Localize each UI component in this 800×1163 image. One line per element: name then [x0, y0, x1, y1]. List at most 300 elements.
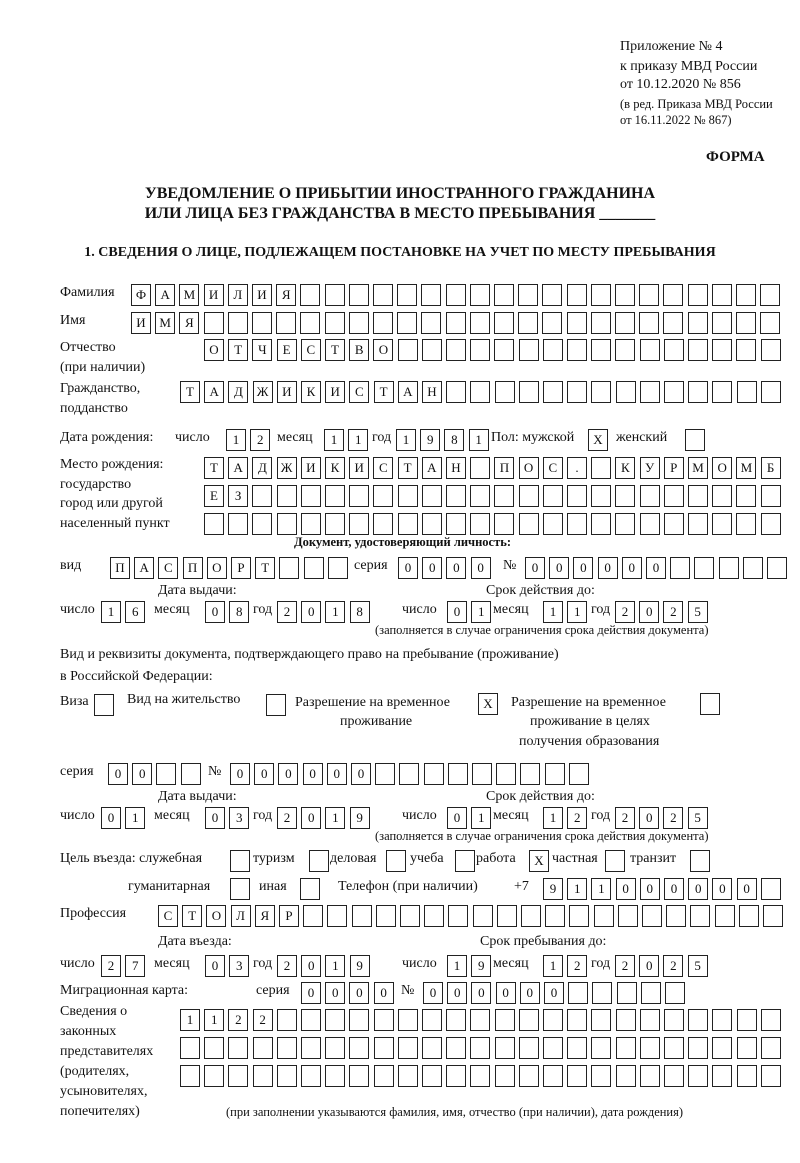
char-cell[interactable] [422, 339, 442, 361]
char-cell[interactable] [301, 513, 321, 535]
char-cell[interactable]: А [155, 284, 175, 306]
char-cell[interactable]: 1 [469, 429, 489, 451]
char-cell[interactable]: Н [446, 457, 466, 479]
char-cell[interactable] [642, 905, 662, 927]
char-cell[interactable]: 2 [615, 601, 635, 623]
char-cell[interactable]: О [206, 905, 226, 927]
char-cell[interactable] [719, 557, 739, 579]
char-cell[interactable] [373, 284, 393, 306]
char-cell[interactable]: У [640, 457, 660, 479]
char-cell[interactable] [715, 905, 735, 927]
char-cell[interactable]: 0 [598, 557, 618, 579]
char-cell[interactable] [591, 457, 611, 479]
char-cell[interactable] [446, 1037, 466, 1059]
char-cell[interactable] [761, 878, 781, 900]
char-cell[interactable] [253, 1037, 273, 1059]
char-cell[interactable]: 8 [229, 601, 249, 623]
char-cell[interactable] [519, 381, 539, 403]
char-cell[interactable]: 3 [229, 955, 249, 977]
char-cell[interactable] [398, 1009, 418, 1031]
char-cell[interactable]: Б [761, 457, 781, 479]
char-cell[interactable] [543, 1037, 563, 1059]
char-cell[interactable]: 0 [640, 878, 660, 900]
char-cell[interactable]: 1 [543, 955, 563, 977]
char-cell[interactable] [594, 905, 614, 927]
char-cell[interactable] [470, 1009, 490, 1031]
char-cell[interactable] [349, 1065, 369, 1087]
char-cell[interactable] [422, 1065, 442, 1087]
char-cell[interactable] [761, 339, 781, 361]
char-cell[interactable] [325, 513, 345, 535]
char-cell[interactable] [543, 1009, 563, 1031]
char-cell[interactable]: 2 [663, 955, 683, 977]
char-cell[interactable] [470, 339, 490, 361]
char-cell[interactable] [712, 1009, 732, 1031]
char-cell[interactable]: 0 [471, 557, 491, 579]
char-cell[interactable] [373, 485, 393, 507]
char-cell[interactable] [470, 1037, 490, 1059]
char-cell[interactable]: Т [182, 905, 202, 927]
char-cell[interactable]: П [110, 557, 130, 579]
char-cell[interactable] [641, 982, 661, 1004]
char-cell[interactable] [616, 1009, 636, 1031]
char-cell[interactable] [470, 485, 490, 507]
char-cell[interactable] [497, 905, 517, 927]
char-cell[interactable] [664, 339, 684, 361]
char-cell[interactable] [591, 381, 611, 403]
char-cell[interactable] [737, 1065, 757, 1087]
char-cell[interactable]: 2 [277, 807, 297, 829]
char-cell[interactable] [688, 284, 708, 306]
char-cell[interactable] [470, 284, 490, 306]
char-cell[interactable] [228, 1037, 248, 1059]
char-cell[interactable]: 0 [351, 763, 371, 785]
checkbox-visa[interactable] [94, 694, 114, 716]
char-cell[interactable]: Л [231, 905, 251, 927]
char-cell[interactable]: 0 [374, 982, 394, 1004]
char-cell[interactable] [180, 1037, 200, 1059]
char-cell[interactable]: 0 [301, 807, 321, 829]
checkbox-p-other[interactable] [300, 878, 320, 900]
char-cell[interactable]: Я [179, 312, 199, 334]
char-cell[interactable] [688, 339, 708, 361]
char-cell[interactable] [277, 1009, 297, 1031]
char-cell[interactable] [664, 513, 684, 535]
char-cell[interactable]: М [688, 457, 708, 479]
char-cell[interactable] [301, 1037, 321, 1059]
char-cell[interactable] [494, 339, 514, 361]
char-cell[interactable]: 1 [325, 955, 345, 977]
char-cell[interactable]: 9 [420, 429, 440, 451]
char-cell[interactable] [180, 1065, 200, 1087]
char-cell[interactable] [567, 513, 587, 535]
char-cell[interactable] [688, 312, 708, 334]
char-cell[interactable] [301, 1009, 321, 1031]
char-cell[interactable] [737, 1009, 757, 1031]
char-cell[interactable] [591, 339, 611, 361]
char-cell[interactable]: 0 [622, 557, 642, 579]
char-cell[interactable]: О [373, 339, 393, 361]
char-cell[interactable]: Ч [252, 339, 272, 361]
char-cell[interactable]: 0 [471, 982, 491, 1004]
char-cell[interactable] [543, 339, 563, 361]
char-cell[interactable] [376, 905, 396, 927]
char-cell[interactable] [618, 905, 638, 927]
char-cell[interactable] [327, 905, 347, 927]
char-cell[interactable]: Р [279, 905, 299, 927]
char-cell[interactable]: 1 [348, 429, 368, 451]
char-cell[interactable]: И [252, 284, 272, 306]
char-cell[interactable]: 1 [471, 807, 491, 829]
char-cell[interactable]: 0 [520, 982, 540, 1004]
checkbox-p-tourism[interactable] [309, 850, 329, 872]
char-cell[interactable]: К [325, 457, 345, 479]
char-cell[interactable] [712, 339, 732, 361]
char-cell[interactable]: А [398, 381, 418, 403]
char-cell[interactable]: 0 [544, 982, 564, 1004]
char-cell[interactable] [640, 1037, 660, 1059]
char-cell[interactable] [712, 1065, 732, 1087]
char-cell[interactable] [399, 763, 419, 785]
char-cell[interactable]: 0 [712, 878, 732, 900]
char-cell[interactable] [446, 485, 466, 507]
char-cell[interactable]: А [228, 457, 248, 479]
checkbox-p-humanitarian[interactable] [230, 878, 250, 900]
char-cell[interactable]: М [179, 284, 199, 306]
char-cell[interactable] [639, 312, 659, 334]
char-cell[interactable] [664, 1037, 684, 1059]
char-cell[interactable] [521, 905, 541, 927]
char-cell[interactable] [591, 1065, 611, 1087]
char-cell[interactable] [494, 284, 514, 306]
char-cell[interactable] [567, 1009, 587, 1031]
char-cell[interactable] [615, 284, 635, 306]
char-cell[interactable]: 0 [639, 807, 659, 829]
char-cell[interactable] [349, 284, 369, 306]
char-cell[interactable] [495, 1065, 515, 1087]
checkbox-trp[interactable]: X [478, 693, 498, 715]
char-cell[interactable] [640, 513, 660, 535]
char-cell[interactable]: 0 [447, 807, 467, 829]
char-cell[interactable] [228, 513, 248, 535]
char-cell[interactable] [470, 457, 490, 479]
char-cell[interactable] [767, 557, 787, 579]
char-cell[interactable] [495, 1009, 515, 1031]
char-cell[interactable] [712, 513, 732, 535]
char-cell[interactable] [760, 284, 780, 306]
char-cell[interactable] [494, 485, 514, 507]
char-cell[interactable]: 0 [525, 557, 545, 579]
char-cell[interactable]: А [204, 381, 224, 403]
char-cell[interactable]: 2 [277, 601, 297, 623]
char-cell[interactable] [616, 1065, 636, 1087]
char-cell[interactable] [400, 905, 420, 927]
char-cell[interactable]: . [567, 457, 587, 479]
char-cell[interactable] [567, 312, 587, 334]
char-cell[interactable] [252, 312, 272, 334]
checkbox-sex-female[interactable] [685, 429, 705, 451]
char-cell[interactable] [446, 284, 466, 306]
char-cell[interactable] [567, 284, 587, 306]
char-cell[interactable] [398, 1065, 418, 1087]
char-cell[interactable]: 2 [663, 807, 683, 829]
char-cell[interactable]: 0 [639, 955, 659, 977]
char-cell[interactable] [277, 485, 297, 507]
char-cell[interactable]: 0 [423, 982, 443, 1004]
char-cell[interactable]: 2 [250, 429, 270, 451]
char-cell[interactable]: С [349, 381, 369, 403]
char-cell[interactable] [277, 1065, 297, 1087]
char-cell[interactable]: 6 [125, 601, 145, 623]
char-cell[interactable] [349, 1009, 369, 1031]
char-cell[interactable] [446, 339, 466, 361]
char-cell[interactable] [664, 485, 684, 507]
char-cell[interactable] [712, 284, 732, 306]
char-cell[interactable]: Д [228, 381, 248, 403]
char-cell[interactable] [760, 312, 780, 334]
char-cell[interactable]: 9 [350, 955, 370, 977]
char-cell[interactable]: 0 [301, 601, 321, 623]
char-cell[interactable] [616, 381, 636, 403]
char-cell[interactable]: С [301, 339, 321, 361]
char-cell[interactable]: 0 [737, 878, 757, 900]
char-cell[interactable] [448, 763, 468, 785]
char-cell[interactable]: И [204, 284, 224, 306]
char-cell[interactable] [518, 312, 538, 334]
char-cell[interactable] [495, 1037, 515, 1059]
char-cell[interactable] [304, 557, 324, 579]
char-cell[interactable]: 0 [254, 763, 274, 785]
char-cell[interactable] [472, 763, 492, 785]
char-cell[interactable] [325, 1065, 345, 1087]
char-cell[interactable]: 0 [205, 955, 225, 977]
char-cell[interactable]: 2 [277, 955, 297, 977]
char-cell[interactable]: 0 [349, 982, 369, 1004]
char-cell[interactable] [519, 513, 539, 535]
checkbox-p-private[interactable] [605, 850, 625, 872]
char-cell[interactable]: 9 [543, 878, 563, 900]
char-cell[interactable]: 0 [101, 807, 121, 829]
checkbox-trpe[interactable] [700, 693, 720, 715]
char-cell[interactable] [591, 1037, 611, 1059]
char-cell[interactable]: 0 [303, 763, 323, 785]
char-cell[interactable] [519, 1065, 539, 1087]
char-cell[interactable]: И [131, 312, 151, 334]
char-cell[interactable] [736, 284, 756, 306]
char-cell[interactable] [279, 557, 299, 579]
char-cell[interactable] [761, 513, 781, 535]
char-cell[interactable] [277, 1037, 297, 1059]
char-cell[interactable]: Н [422, 381, 442, 403]
char-cell[interactable]: 0 [422, 557, 442, 579]
char-cell[interactable] [736, 339, 756, 361]
char-cell[interactable] [712, 485, 732, 507]
char-cell[interactable]: 0 [325, 982, 345, 1004]
char-cell[interactable] [567, 485, 587, 507]
char-cell[interactable]: 0 [646, 557, 666, 579]
char-cell[interactable] [712, 381, 732, 403]
char-cell[interactable] [736, 312, 756, 334]
char-cell[interactable]: К [301, 381, 321, 403]
char-cell[interactable] [615, 339, 635, 361]
char-cell[interactable]: З [228, 485, 248, 507]
char-cell[interactable]: П [494, 457, 514, 479]
char-cell[interactable]: 1 [567, 601, 587, 623]
char-cell[interactable]: 9 [471, 955, 491, 977]
char-cell[interactable]: 0 [108, 763, 128, 785]
char-cell[interactable] [761, 1037, 781, 1059]
char-cell[interactable] [446, 381, 466, 403]
char-cell[interactable] [252, 485, 272, 507]
char-cell[interactable] [349, 485, 369, 507]
char-cell[interactable]: 1 [543, 601, 563, 623]
checkbox-p-business[interactable] [386, 850, 406, 872]
char-cell[interactable] [640, 339, 660, 361]
char-cell[interactable] [204, 312, 224, 334]
char-cell[interactable] [567, 1037, 587, 1059]
char-cell[interactable]: 8 [350, 601, 370, 623]
char-cell[interactable]: Т [204, 457, 224, 479]
char-cell[interactable] [204, 513, 224, 535]
char-cell[interactable] [568, 982, 588, 1004]
char-cell[interactable]: 1 [180, 1009, 200, 1031]
char-cell[interactable] [397, 312, 417, 334]
char-cell[interactable]: Ж [253, 381, 273, 403]
char-cell[interactable] [470, 312, 490, 334]
char-cell[interactable] [569, 905, 589, 927]
char-cell[interactable]: Т [180, 381, 200, 403]
char-cell[interactable] [375, 763, 395, 785]
char-cell[interactable] [325, 312, 345, 334]
char-cell[interactable]: 2 [615, 807, 635, 829]
char-cell[interactable]: 0 [301, 955, 321, 977]
char-cell[interactable]: В [349, 339, 369, 361]
char-cell[interactable]: Д [252, 457, 272, 479]
char-cell[interactable] [301, 1065, 321, 1087]
char-cell[interactable] [204, 1065, 224, 1087]
char-cell[interactable] [374, 1037, 394, 1059]
char-cell[interactable] [422, 1037, 442, 1059]
char-cell[interactable] [448, 905, 468, 927]
char-cell[interactable]: 0 [205, 807, 225, 829]
char-cell[interactable]: О [519, 457, 539, 479]
char-cell[interactable]: 0 [549, 557, 569, 579]
char-cell[interactable] [495, 381, 515, 403]
char-cell[interactable] [639, 284, 659, 306]
char-cell[interactable] [761, 381, 781, 403]
char-cell[interactable] [666, 905, 686, 927]
char-cell[interactable] [422, 485, 442, 507]
char-cell[interactable] [743, 557, 763, 579]
char-cell[interactable] [640, 1065, 660, 1087]
char-cell[interactable]: 0 [446, 557, 466, 579]
char-cell[interactable] [591, 284, 611, 306]
char-cell[interactable] [690, 905, 710, 927]
char-cell[interactable] [349, 513, 369, 535]
char-cell[interactable] [519, 1009, 539, 1031]
char-cell[interactable]: Ж [277, 457, 297, 479]
char-cell[interactable]: 0 [447, 982, 467, 1004]
char-cell[interactable] [424, 763, 444, 785]
char-cell[interactable]: 1 [204, 1009, 224, 1031]
char-cell[interactable] [688, 485, 708, 507]
char-cell[interactable] [494, 312, 514, 334]
char-cell[interactable]: 2 [567, 955, 587, 977]
char-cell[interactable]: 5 [688, 807, 708, 829]
char-cell[interactable] [325, 1009, 345, 1031]
char-cell[interactable] [325, 1037, 345, 1059]
char-cell[interactable]: 0 [496, 982, 516, 1004]
char-cell[interactable] [694, 557, 714, 579]
char-cell[interactable]: 1 [396, 429, 416, 451]
char-cell[interactable] [276, 312, 296, 334]
char-cell[interactable] [591, 485, 611, 507]
char-cell[interactable] [543, 381, 563, 403]
char-cell[interactable]: М [155, 312, 175, 334]
char-cell[interactable] [349, 1037, 369, 1059]
char-cell[interactable]: Т [398, 457, 418, 479]
char-cell[interactable] [763, 905, 783, 927]
char-cell[interactable]: О [207, 557, 227, 579]
char-cell[interactable] [664, 381, 684, 403]
char-cell[interactable]: О [204, 339, 224, 361]
char-cell[interactable] [688, 1037, 708, 1059]
checkbox-p-transit[interactable] [690, 850, 710, 872]
char-cell[interactable]: 3 [229, 807, 249, 829]
char-cell[interactable]: И [301, 457, 321, 479]
char-cell[interactable] [398, 485, 418, 507]
char-cell[interactable] [615, 485, 635, 507]
char-cell[interactable]: Ф [131, 284, 151, 306]
char-cell[interactable] [688, 381, 708, 403]
char-cell[interactable] [542, 284, 562, 306]
char-cell[interactable]: Т [228, 339, 248, 361]
char-cell[interactable]: Р [664, 457, 684, 479]
char-cell[interactable] [670, 557, 690, 579]
char-cell[interactable]: 2 [101, 955, 121, 977]
char-cell[interactable] [737, 1037, 757, 1059]
char-cell[interactable]: 0 [327, 763, 347, 785]
char-cell[interactable]: 1 [325, 807, 345, 829]
char-cell[interactable] [252, 513, 272, 535]
char-cell[interactable] [422, 513, 442, 535]
char-cell[interactable]: 2 [228, 1009, 248, 1031]
char-cell[interactable]: 0 [616, 878, 636, 900]
char-cell[interactable] [470, 381, 490, 403]
char-cell[interactable]: Т [325, 339, 345, 361]
char-cell[interactable] [325, 284, 345, 306]
char-cell[interactable]: 1 [325, 601, 345, 623]
char-cell[interactable] [663, 312, 683, 334]
char-cell[interactable] [422, 1009, 442, 1031]
char-cell[interactable]: Т [255, 557, 275, 579]
char-cell[interactable] [664, 1009, 684, 1031]
char-cell[interactable] [543, 485, 563, 507]
char-cell[interactable]: О [712, 457, 732, 479]
char-cell[interactable] [374, 1009, 394, 1031]
char-cell[interactable] [567, 381, 587, 403]
char-cell[interactable]: К [615, 457, 635, 479]
char-cell[interactable]: Е [204, 485, 224, 507]
char-cell[interactable]: С [158, 557, 178, 579]
char-cell[interactable] [470, 1065, 490, 1087]
checkbox-p-study[interactable] [455, 850, 475, 872]
char-cell[interactable]: 2 [663, 601, 683, 623]
char-cell[interactable]: 0 [301, 982, 321, 1004]
char-cell[interactable] [446, 1009, 466, 1031]
char-cell[interactable]: 0 [278, 763, 298, 785]
char-cell[interactable]: И [349, 457, 369, 479]
